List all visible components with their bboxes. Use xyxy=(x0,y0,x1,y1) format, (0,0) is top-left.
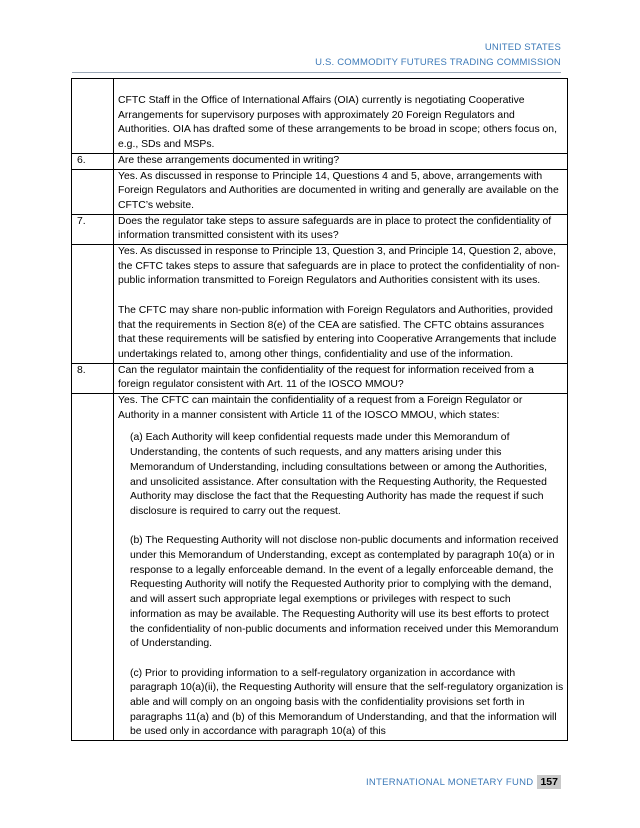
answer-cell xyxy=(114,394,568,741)
table-row xyxy=(72,363,568,393)
quote-paragraph: (b) The Requesting Authority will not disclose non-public documents and information received under this Memorandum of Understanding, except as contemplated by paragraph 10(a) or in response to a legally enforceable demand. In the event of a legally enforceable demand, the Requesting Authority will notify the Requested Authority prior to complying with the demand, and will assert such appropriate legal exemptions or privileges with respect to such information as may be available. The Requesting Authority will use its best efforts to protect the confidentiality of non-public documents and information received under this Memorandum of Understanding. xyxy=(130,535,559,650)
mmou-quote xyxy=(130,431,564,740)
table-row xyxy=(72,394,568,741)
page-footer xyxy=(366,775,561,789)
question-number: 8. xyxy=(72,363,114,393)
question-number: 6. xyxy=(72,153,114,169)
answer-paragraph: The CFTC may share non-public information with Foreign Regulators and Authorities, provided that the requirements in Section 8(e) of the CEA are satisfied. The CFTC obtains assurances that these requirements will be satisfied by entering into Cooperative Arrangements that include undertakings related to, among other things, confidentiality and use of the information. xyxy=(118,304,557,360)
quote-paragraph: (a) Each Authority will keep confidential requests made under this Memorandum of Understanding, the contents of such requests, and any matters arising under this Memorandum of Understanding, including consultations between or among the Authorities, and unsolicited assistance. After consultation with the Requesting Authority, the Requested Authority may disclose the fact that the Requesting Authority has made the request if such disclosure is required to carry out the request. xyxy=(130,432,548,517)
number-cell xyxy=(72,169,114,214)
number-cell xyxy=(72,79,114,154)
header-country: UNITED STATES xyxy=(484,42,561,53)
intro-answer: CFTC Staff in the Office of International Affairs (OIA) currently is negotiating Cooperative Arrangements for supervisory purposes with approximately 20 Foreign Regulators and Authorities. OIA has drafted some of these arrangements to be broad in scope; others focus on, e.g., SDs and MSPs. xyxy=(114,79,568,154)
question-number: 7. xyxy=(72,214,114,244)
table-row xyxy=(72,245,568,364)
question-text: Are these arrangements documented in writing? xyxy=(114,153,568,169)
table-row xyxy=(72,79,568,154)
quote-paragraph: (c) Prior to providing information to a self-regulatory organization in accordance with paragraph 10(a)(ii), the Requesting Authority will ensure that the self-regulatory organization is able and will comply on an ongoing basis with the confidentiality provisions set forth in paragraphs 11(a) and (b) of this Memorandum of Understanding, and that the information will be used only in accordance with paragraph 10(a) of this xyxy=(130,667,564,738)
header-rule xyxy=(72,72,561,73)
answer-text: Yes. As discussed in response to Principle 14, Questions 4 and 5, above, arrangements with Foreign Regulators and Authorities are documented in writing and generally are available on the CFTC’s website. xyxy=(114,169,568,214)
answer-cell xyxy=(114,245,568,364)
table-row xyxy=(72,153,568,169)
footer-org: INTERNATIONAL MONETARY FUND xyxy=(365,776,534,788)
qa-table xyxy=(71,78,568,741)
answer-paragraph: Yes. The CFTC can maintain the confidentiality of a request from a Foreign Regulator or Authority in a manner consistent with Article 11 of the IOSCO MMOU, which states: xyxy=(118,395,523,421)
header-agency: U.S. COMMODITY FUTURES TRADING COMMISSION xyxy=(315,57,561,68)
number-cell xyxy=(72,245,114,364)
table-row xyxy=(72,214,568,244)
question-text: Does the regulator take steps to assure safeguards are in place to protect the confidentiality of information transmitted consistent with its uses? xyxy=(114,214,568,244)
question-text: Can the regulator maintain the confidentiality of the request for information received from a foreign regulator consistent with Art. 11 of the IOSCO MMOU? xyxy=(114,363,568,393)
table-row xyxy=(72,169,568,214)
answer-paragraph: Yes. As discussed in response to Principle 13, Question 3, and Principle 14, Question 2, above, the CFTC takes steps to assure that safeguards are in place to protect the confidentiality of non-public information transmitted to Foreign Regulators and Authorities consistent with its uses. xyxy=(118,246,560,287)
page-number: 157 xyxy=(537,775,561,789)
number-cell xyxy=(72,394,114,741)
